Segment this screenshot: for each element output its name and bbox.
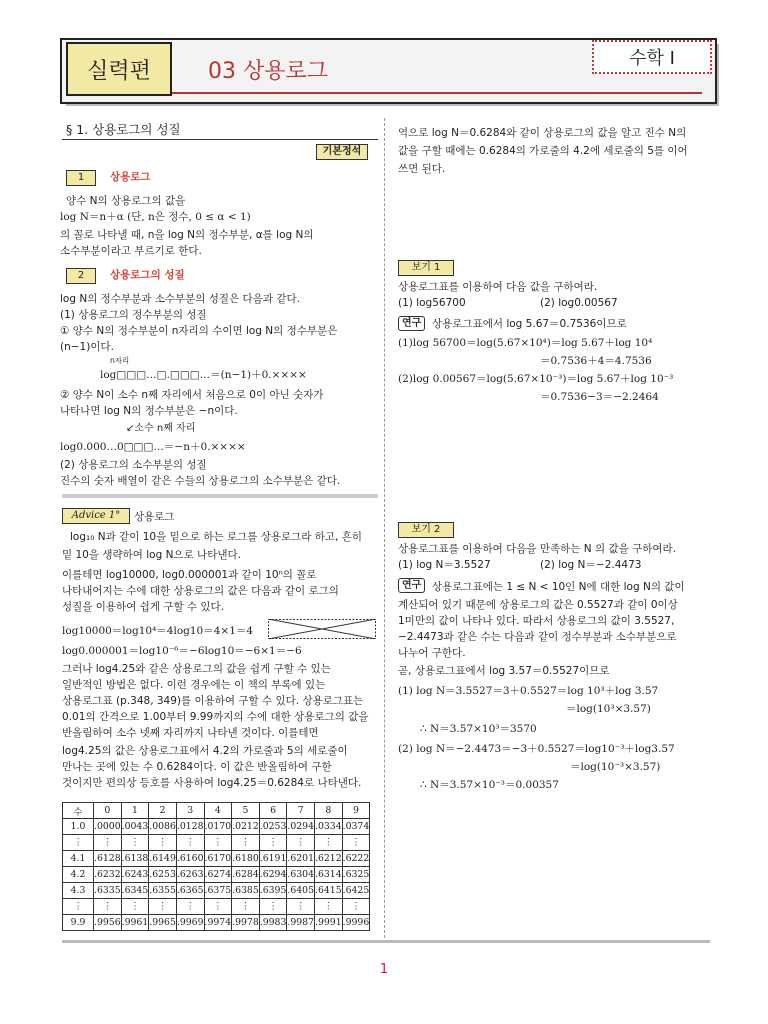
advice-line: log₁₀ N과 같이 10을 밑으로 하는 로그를 상용로그라 하고, 흔히	[70, 531, 363, 543]
table-header-cell: 3	[176, 803, 204, 819]
table-cell: ⋮	[63, 899, 94, 915]
item1-line: 소수부분이라고 부르기로 한다.	[60, 245, 202, 257]
table-cell: 1.0	[63, 819, 94, 835]
example1-solution: (1)log 56700＝log(5.67×10⁴)＝log 5.67＋log 10⁴	[398, 337, 653, 349]
example2-tag: 보기 2	[398, 522, 454, 538]
table-cell: .6138	[121, 851, 149, 867]
table-cell: .6375	[204, 883, 232, 899]
page-number: 1	[379, 962, 389, 977]
table-cell: .9965	[149, 915, 177, 931]
advice-line: 이를테면 log10000, log0.000001과 같이 10ⁿ의 꼴로	[62, 569, 317, 581]
table-cell: ⋮	[149, 835, 177, 851]
advice-tag: Advice 1°	[62, 508, 130, 524]
table-cell: ⋮	[342, 835, 370, 851]
table-header-cell: 5	[232, 803, 260, 819]
advice-line: 만나는 곳에 있는 수 0.6284이다. 이 값은 반올림하여 구한	[62, 761, 332, 773]
example1-solution: (2)log 0.00567＝log(5.67×10⁻³)＝log 5.67＋log 10⁻³	[398, 373, 674, 385]
table-cell: .6263	[176, 867, 204, 883]
table-cell: .0086	[149, 819, 177, 835]
table-cell: .0000	[94, 819, 122, 835]
table-cell: .9974	[204, 915, 232, 931]
example1-line: (2) log0.00567	[540, 297, 618, 309]
intro-line: 쓰면 된다.	[398, 163, 446, 175]
table-cell: .6212	[315, 851, 343, 867]
table-cell: .0294	[287, 819, 315, 835]
item1-line: 의 꼴로 나타낼 때, n을 log N의 정수부분, α를 log N의	[60, 229, 314, 241]
table-cell: ⋮	[232, 899, 260, 915]
example1-solution: ＝0.7536−3＝−2.2464	[540, 391, 659, 403]
table-cell: .6385	[232, 883, 260, 899]
item1-number: 1	[66, 170, 96, 186]
example1-line: (1) log56700	[398, 297, 466, 309]
example2-solution: 곧, 상용로그표에서 log 3.57＝0.5527이므로	[398, 665, 610, 677]
example2-solution: ＝log(10³×3.57)	[566, 703, 651, 715]
table-cell: .6160	[176, 851, 204, 867]
table-cell: ⋮	[204, 899, 232, 915]
item1-line: log N＝n＋α (단, n은 정수, 0 ≤ α < 1)	[60, 211, 251, 223]
table-cell: ⋮	[232, 835, 260, 851]
advice-line: 밑 10을 생략하여 log N으로 나타낸다.	[62, 549, 241, 561]
table-row	[63, 915, 370, 931]
table-cell: .6345	[121, 883, 149, 899]
advice-formula: log0.000001＝log10⁻⁶＝−6log10＝−6×1＝−6	[62, 645, 302, 657]
example2-solution: ＝log(10⁻³×3.57)	[570, 761, 661, 773]
table-cell: ⋮	[176, 899, 204, 915]
table-header-cell: 수	[63, 803, 94, 819]
table-cell: ⋮	[204, 835, 232, 851]
table-cell: .6365	[176, 883, 204, 899]
table-cell: .6284	[232, 867, 260, 883]
table-cell: .6395	[259, 883, 287, 899]
advice-line: 것이지만 편의상 등호를 사용하여 log4.25＝0.6284로 나타낸다.	[62, 777, 362, 789]
table-row	[63, 883, 370, 899]
table-cell: .6128	[94, 851, 122, 867]
table-cell: ⋮	[121, 835, 149, 851]
table-cell: ⋮	[259, 899, 287, 915]
table-cell: 4.2	[63, 867, 94, 883]
table-cell: .0253	[259, 819, 287, 835]
table-cell: .0043	[121, 819, 149, 835]
table-cell: .9961	[121, 915, 149, 931]
table-header-cell: 7	[287, 803, 315, 819]
table-cell: .6191	[259, 851, 287, 867]
section-title: § 1. 상용로그의 성질	[66, 122, 181, 137]
table-row	[63, 835, 370, 851]
item2-title: 상용로그의 성질	[110, 269, 185, 281]
table-cell: .9983	[259, 915, 287, 931]
chapter-title: 03 상용로그	[172, 50, 702, 94]
item2-line: (2) 상용로그의 소수부분의 성질	[60, 459, 207, 471]
table-cell: ⋮	[315, 835, 343, 851]
table-cell: .6355	[149, 883, 177, 899]
table-cell: ⋮	[149, 899, 177, 915]
table-cell: .0212	[232, 819, 260, 835]
table-cell: .6149	[149, 851, 177, 867]
table-cell: .6405	[287, 883, 315, 899]
table-header-cell: 4	[204, 803, 232, 819]
table-cell: .9969	[176, 915, 204, 931]
advice-line: 반올림하여 소수 넷째 자리까지 나타낸 것이다. 이를테면	[62, 727, 319, 739]
table-cell: ⋮	[287, 899, 315, 915]
advice-title: 상용로그	[134, 511, 175, 523]
column-divider	[384, 118, 385, 938]
example2-line: (1) log N＝3.5527	[398, 559, 491, 571]
basic-formula-tag: 기본정석	[316, 144, 368, 160]
table-cell: ⋮	[176, 835, 204, 851]
advice-line: log4.25의 값은 상용로그표에서 4.2의 가로줄과 5의 세로줄이	[62, 745, 348, 757]
example2-solution: ∴ N＝3.57×10³＝3570	[420, 723, 537, 735]
table-cell: .6232	[94, 867, 122, 883]
table-cell: .9987	[287, 915, 315, 931]
table-cell: ⋮	[121, 899, 149, 915]
example2-solution: 1미만의 값이 나타나 있다. 따라서 상용로그의 값이 3.5527,	[398, 615, 675, 627]
example1-solution: ＝0.7536＋4＝4.7536	[540, 355, 652, 367]
advice-line: 상용로그표 (p.348, 349)를 이용하여 구할 수 있다. 상용로그표는	[62, 695, 364, 707]
table-cell: .9991	[315, 915, 343, 931]
table-cell: .6415	[315, 883, 343, 899]
table-cell: 4.3	[63, 883, 94, 899]
example2-study-tag: 연구	[398, 578, 425, 593]
table-cell: .0334	[315, 819, 343, 835]
item2-line: 진수의 숫자 배열이 같은 수들의 상용로그의 소수부분은 같다.	[60, 475, 341, 487]
n-digits-label: n자리	[110, 356, 130, 365]
table-cell: .6222	[342, 851, 370, 867]
table-cell: .6294	[259, 867, 287, 883]
table-cell: ⋮	[259, 835, 287, 851]
table-cell: .9996	[342, 915, 370, 931]
example2-solution: ∴ N＝3.57×10⁻³＝0.00357	[420, 779, 559, 791]
table-cell: .6243	[121, 867, 149, 883]
item2-line: 나타나면 log N의 정수부분은 −n이다.	[60, 405, 238, 417]
item2-formula: log□□□…□.□□□…＝(n−1)＋0.××××	[100, 369, 307, 381]
table-header-cell: 6	[259, 803, 287, 819]
example1-line: 상용로그표를 이용하여 다음 값을 구하여라.	[398, 281, 598, 293]
table-cell: .9956	[94, 915, 122, 931]
advice-line: 그러나 log4.25와 같은 상용로그의 값을 쉽게 구할 수 있는	[62, 663, 331, 675]
advice-line: 성질을 이용하여 쉽게 구할 수 있다.	[62, 601, 225, 613]
example1-tag: 보기 1	[398, 260, 454, 276]
log-table	[62, 802, 370, 931]
example2-line: (2) log N＝−2.4473	[540, 559, 642, 571]
advice-line: 일반적인 방법은 없다. 이런 경우에는 이 책의 부록에 있는	[62, 679, 326, 691]
table-cell: .6325	[342, 867, 370, 883]
table-cell: .6314	[315, 867, 343, 883]
example1-study-tag: 연구	[398, 316, 425, 331]
chapter-tab: 실력편	[66, 42, 172, 96]
table-header-cell: 9	[342, 803, 370, 819]
example2-line: 상용로그표를 이용하여 다음을 만족하는 N 의 값을 구하여라.	[398, 543, 676, 555]
table-cell: .6304	[287, 867, 315, 883]
example1-solution: 상용로그표에서 log 5.67＝0.7536이므로	[432, 318, 627, 330]
table-row	[63, 851, 370, 867]
item1-title: 상용로그	[110, 171, 151, 183]
table-cell: .0128	[176, 819, 204, 835]
item2-line: (1) 상용로그의 정수부분의 성질	[60, 309, 207, 321]
table-cell: .6201	[287, 851, 315, 867]
table-header-cell: 0	[94, 803, 122, 819]
table-cell: 9.9	[63, 915, 94, 931]
table-row	[63, 867, 370, 883]
crossed-box	[268, 619, 376, 639]
section-rule	[62, 139, 378, 140]
example2-solution: (2) log N＝−2.4473＝−3＋0.5527＝log10⁻³＋log3.57	[398, 743, 675, 755]
table-cell: ⋮	[94, 899, 122, 915]
example2-solution: 나누어 구한다.	[398, 647, 466, 659]
table-cell: .6170	[204, 851, 232, 867]
n-decimal-label: ↙소수 n째 자리	[126, 423, 196, 434]
bottom-rule	[62, 940, 710, 943]
item2-line: ① 양수 N의 정수부분이 n자리의 수이면 log N의 정수부분은	[60, 325, 338, 337]
table-cell: ⋮	[315, 899, 343, 915]
intro-line: 역으로 log N＝0.6284와 같이 상용로그의 값을 알고 진수 N의	[398, 127, 687, 139]
item2-formula: log0.000…0□□□…＝−n＋0.××××	[60, 441, 246, 453]
table-cell: .6180	[232, 851, 260, 867]
table-header-cell: 8	[315, 803, 343, 819]
example2-solution: (1) log N＝3.5527＝3＋0.5527＝log 10³＋log 3.57	[398, 685, 659, 697]
item2-line: (n−1)이다.	[60, 341, 114, 353]
table-cell: .6274	[204, 867, 232, 883]
intro-line: 값을 구할 때에는 0.6284의 가로줄의 4.2에 세로줄의 5를 이어	[398, 145, 688, 157]
table-header-cell: 2	[149, 803, 177, 819]
example2-solution: 계산되어 있기 때문에 상용로그의 값은 0.5527과 같이 0이상	[398, 599, 678, 611]
subject-badge: 수학 Ⅰ	[592, 40, 712, 74]
example2-solution: −2.4473과 같은 수는 다음과 같이 정수부분과 소수부분으로	[398, 631, 677, 643]
advice-formula: log10000＝log10⁴＝4log10＝4×1＝4	[62, 625, 254, 637]
item2-line: log N의 정수부분과 소수부분의 성질은 다음과 같다.	[60, 293, 300, 305]
table-cell: .6335	[94, 883, 122, 899]
table-header-cell: 1	[121, 803, 149, 819]
table-cell: .9978	[232, 915, 260, 931]
table-header-row	[63, 803, 370, 819]
table-row	[63, 819, 370, 835]
example2-solution: 상용로그표에는 1 ≤ N < 10인 N에 대한 log N의 값이	[432, 581, 685, 593]
table-cell: .0170	[204, 819, 232, 835]
advice-separator	[62, 494, 378, 498]
advice-line: 0.01의 간격으로 1.00부터 9.99까지의 수에 대한 상용로그의 값을	[62, 711, 369, 723]
table-cell: .6425	[342, 883, 370, 899]
item1-line: 양수 N의 상용로그의 값을	[66, 195, 186, 207]
table-cell: ⋮	[287, 835, 315, 851]
table-cell: ⋮	[342, 899, 370, 915]
table-cell: ⋮	[63, 835, 94, 851]
item2-number: 2	[66, 268, 96, 284]
table-cell: .0374	[342, 819, 370, 835]
table-cell: 4.1	[63, 851, 94, 867]
table-cell: ⋮	[94, 835, 122, 851]
table-row	[63, 899, 370, 915]
advice-line: 나타내어지는 수에 대한 상용로그의 값은 다음과 같이 로그의	[62, 585, 339, 597]
item2-line: ② 양수 N이 소수 n째 자리에서 처음으로 0이 아닌 숫자가	[60, 389, 324, 401]
table-cell: .6253	[149, 867, 177, 883]
